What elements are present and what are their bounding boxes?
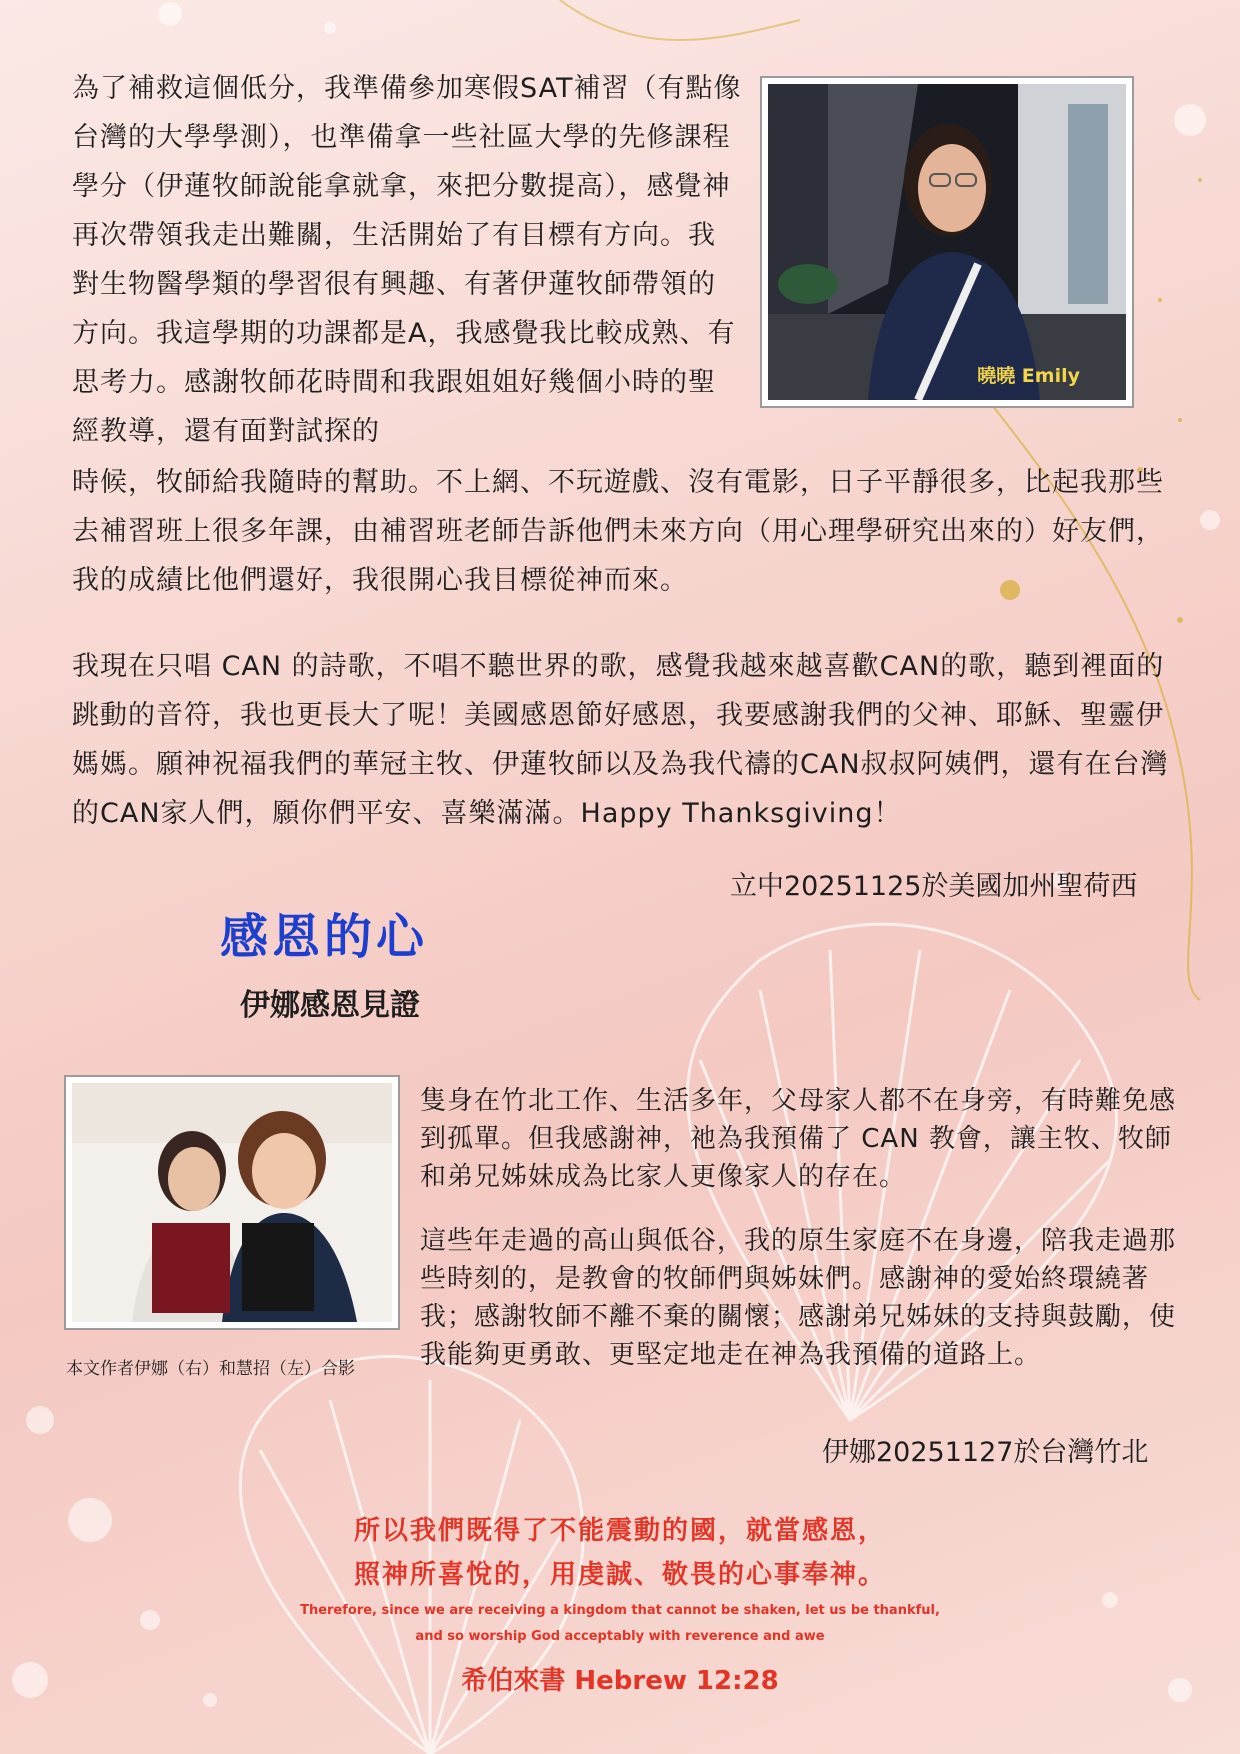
emily-photo <box>768 84 1126 400</box>
article2-paragraph-2: 這些年走過的高山與低谷，我的原生家庭不在身邊，陪我走過那些時刻的，是教會的牧師們與姊妹們。感謝神的愛始終環繞著我；感謝牧師不離不棄的關懷；感謝弟兄姊妹的支持與鼓勵，使我能夠更勇敢、更堅定地走在神為我預備的道路上。 <box>420 1226 1177 1370</box>
article2-signature: 伊娜20251127於台灣竹北 <box>822 1437 1149 1468</box>
emily-photo-frame <box>760 76 1134 408</box>
ina-portrait-image <box>72 1083 392 1322</box>
verse-reference: 希伯來書 Hebrew 12:28 <box>461 1666 779 1696</box>
article2-subtitle: 伊娜感恩見證 <box>240 988 420 1023</box>
article1-paragraph-top: 為了補救這個低分，我準備參加寒假SAT補習（有點像台灣的大學學測），也準備拿一些社區大學的先修課程學分（伊蓮牧師說能拿就拿，來把分數提高），感覺神再次帶領我走出難關，生活開始了有目標有方向。我對生物醫學類的學習很有興趣、有著伊蓮牧師帶領的方向。我這學期的功課都是A，我感覺我比較成熟、有思考力。感謝牧師花時間和我跟姐姐好幾個小時的聖經教導，還有面對試探的 <box>72 73 742 447</box>
article2-paragraph-1: 隻身在竹北工作、生活多年，父母家人都不在身旁，有時難免感到孤單。但我感謝神，祂為我預備了 CAN 教會，讓主牧、牧師和弟兄姊妹成為比家人更像家人的存在。 <box>420 1086 1177 1192</box>
verse-english-line-1: Therefore, since we are receiving a kingdom that cannot be shaken, let us be thankful, <box>300 1603 940 1618</box>
verse-chinese-line-1: 所以我們既得了不能震動的國，就當感恩， <box>353 1516 886 1546</box>
ina-photo <box>72 1083 392 1322</box>
verse-chinese-line-2: 照神所喜悅的，用虔誠、敬畏的心事奉神。 <box>353 1560 886 1590</box>
verse-english-line-2: and so worship God acceptably with reverence and awe <box>415 1629 825 1644</box>
ina-photo-caption: 本文作者伊娜（右）和慧招（左）合影 <box>66 1359 355 1379</box>
article1-paragraph-2: 我現在只唱 CAN 的詩歌，不唱不聽世界的歌，感覺我越來越喜歡CAN的歌，聽到裡面的跳動的音符，我也更長大了呢！美國感恩節好感恩，我要感謝我們的父神、耶穌、聖靈伊媽媽。願神祝福我們的華冠主牧、伊蓮牧師以及為我代禱的CAN叔叔阿姨們，還有在台灣的CAN家人們，願你們平安、喜樂滿滿。Happy Thanksgiving！ <box>72 651 1169 829</box>
article1-paragraph-bottom: 時候，牧師給我隨時的幫助。不上網、不玩遊戲、沒有電影，日子平靜很多，比起我那些去補習班上很多年課，由補習班老師告訴他們未來方向（用心理學研究出來的）好友們，我的成績比他們還好，我很開心我目標從神而來。 <box>72 467 1164 596</box>
article2-title: 感恩的心 <box>220 909 429 965</box>
emily-portrait-image <box>768 84 1126 400</box>
article1-signature: 立中20251125於美國加州聖荷西 <box>730 871 1138 902</box>
ina-photo-frame <box>64 1075 400 1330</box>
emily-photo-caption: 曉曉 Emily <box>977 365 1080 387</box>
